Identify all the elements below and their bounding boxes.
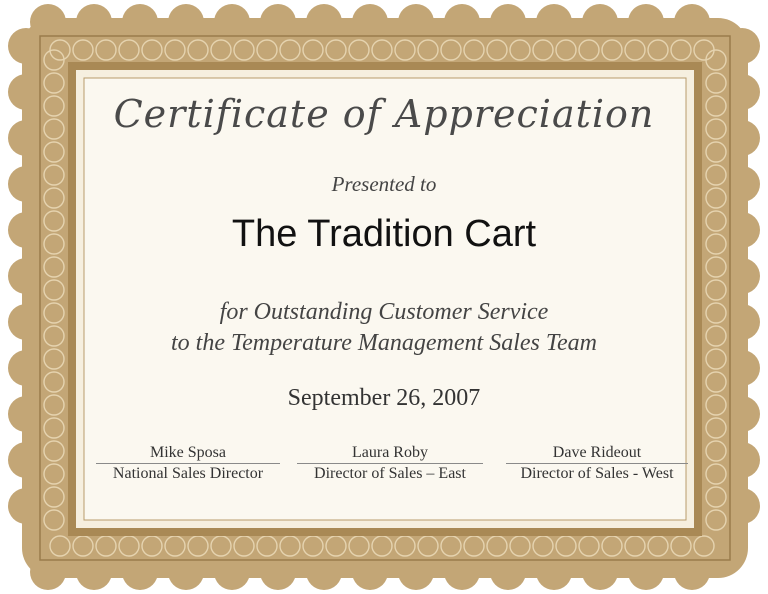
signature-block-2 xyxy=(297,444,483,484)
signature-block-3 xyxy=(506,444,688,484)
signature-block-1 xyxy=(96,444,280,484)
recipient-name: The Tradition Cart xyxy=(231,213,537,255)
certificate-date: September 26, 2007 xyxy=(287,385,481,411)
certificate-title: Certificate of Appreciation xyxy=(113,92,655,136)
presented-to-label: Presented to xyxy=(331,172,437,196)
signatory-title: National Sales Director xyxy=(112,465,264,482)
signatory-title: Director of Sales - West xyxy=(520,465,674,482)
reason-line-2: to the Temperature Management Sales Team xyxy=(171,330,597,356)
reason-line-1: for Outstanding Customer Service xyxy=(219,299,549,325)
signatory-name: Dave Rideout xyxy=(506,444,688,464)
signatory-name: Laura Roby xyxy=(297,444,483,464)
signatory-title: Director of Sales – East xyxy=(314,465,466,482)
signatory-name: Mike Sposa xyxy=(96,444,280,464)
